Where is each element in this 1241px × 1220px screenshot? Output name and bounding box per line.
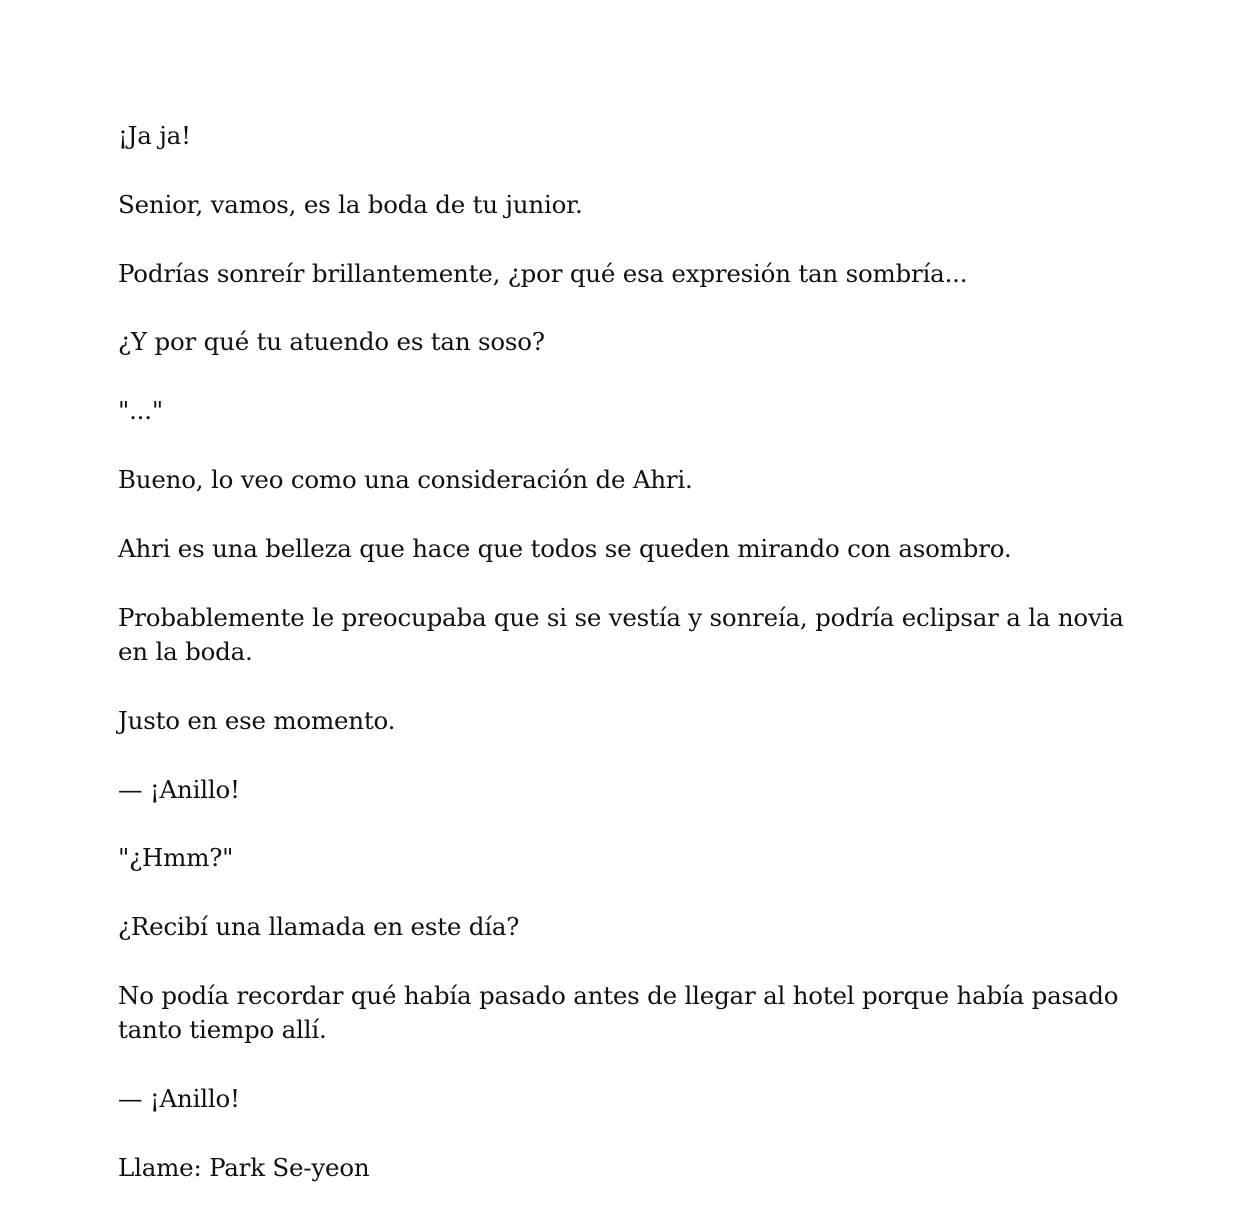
paragraph-beauty: Ahri es una belleza que hace que todos se queden mirando con asombro. xyxy=(118,533,1012,563)
paragraph-call-question: ¿Recibí una llamada en este día? xyxy=(118,912,520,942)
paragraph-outfit: ¿Y por qué tu atuendo es tan soso? xyxy=(118,327,545,357)
paragraph-laugh: ¡Ja ja! xyxy=(118,121,191,150)
paragraph-consideration: Bueno, lo veo como una consideración de Ahri. xyxy=(118,464,693,494)
paragraph-smile: Podrías sonreír brillantemente, ¿por qué esa expresión tan sombría... xyxy=(118,258,968,288)
document-body xyxy=(118,119,1128,1220)
paragraph-hmm: "¿Hmm?" xyxy=(118,843,234,873)
paragraph-memory: No podía recordar qué había pasado antes de llegar al hotel porque había pasado tanto tiempo allí. xyxy=(118,980,1119,1045)
paragraph-ring-2: — ¡Anillo! xyxy=(118,1084,240,1114)
paragraph-senior-wedding: Senior, vamos, es la boda de tu junior. xyxy=(118,189,583,219)
paragraph-ellipsis-quote: "..." xyxy=(118,396,163,426)
paragraph-outshine-bride: Probablemente le preocupaba que si se vestía y sonreía, podría eclipsar a la novia en la boda. xyxy=(118,602,1124,666)
paragraph-ring-1: — ¡Anillo! xyxy=(118,774,240,804)
paragraph-just-then: Justo en ese momento. xyxy=(118,705,396,735)
paragraph-caller: Llame: Park Se-yeon xyxy=(118,1152,370,1182)
